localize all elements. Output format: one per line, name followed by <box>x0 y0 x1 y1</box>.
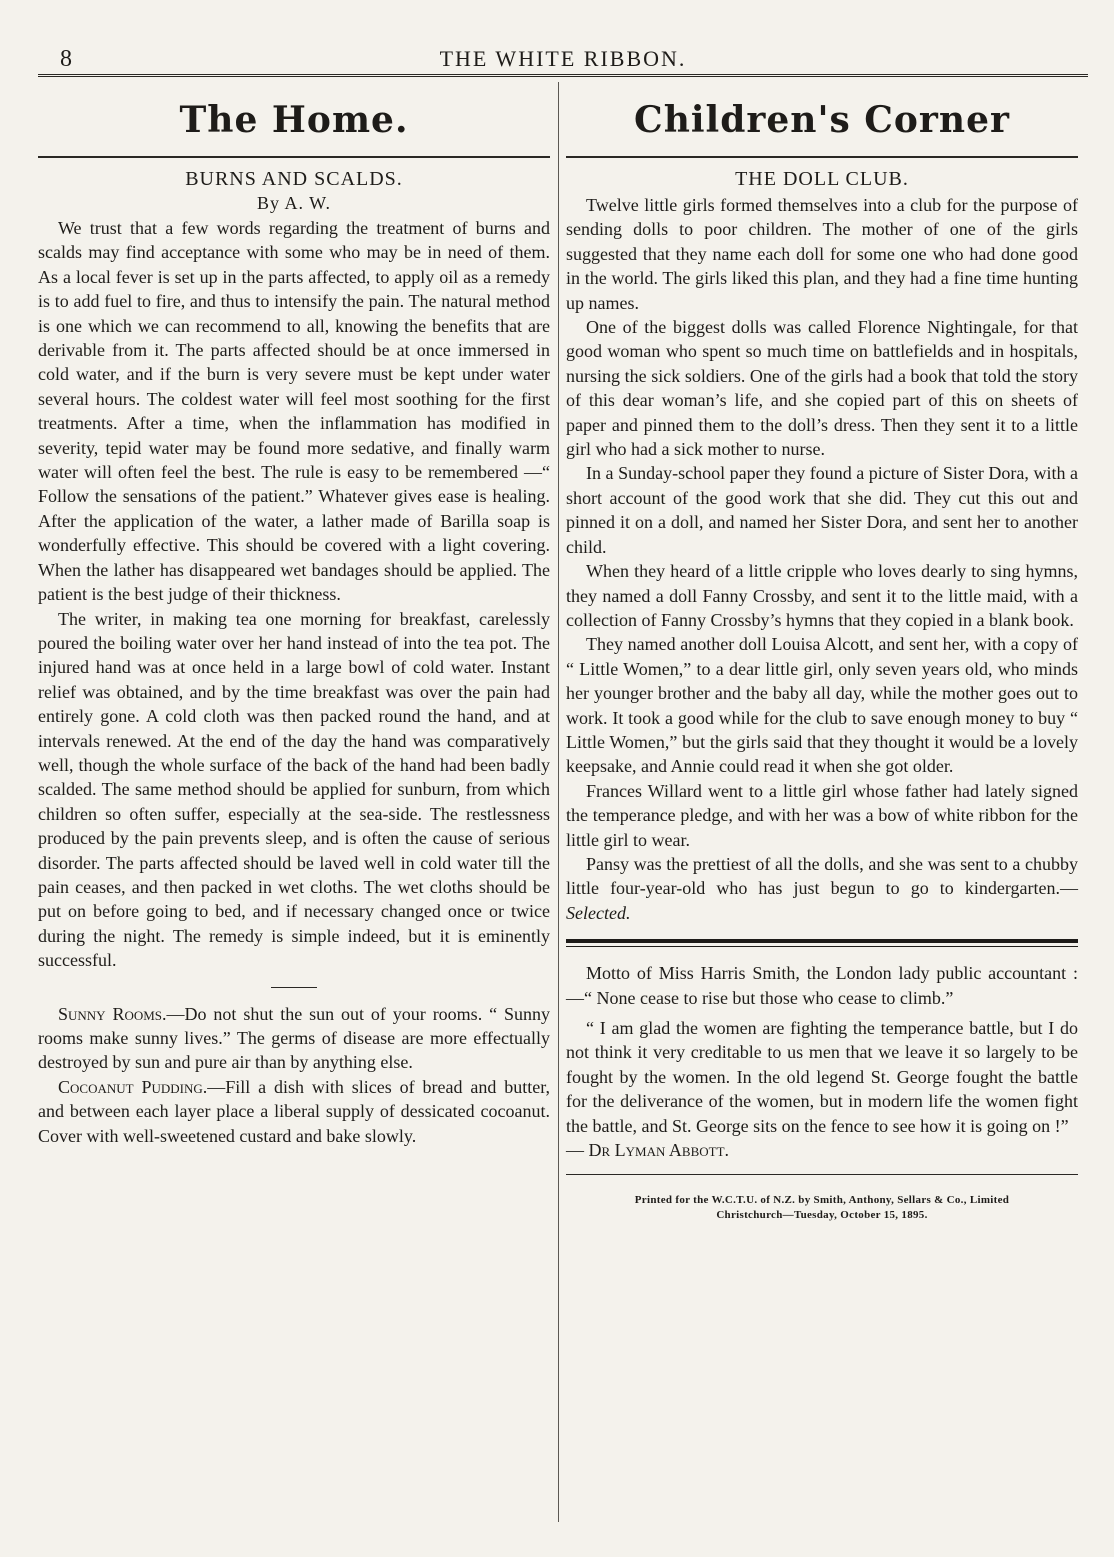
burns-paragraph-1: We trust that a few words regarding the treatment of burns and scalds may find acceptance with some who may be in need of them. As a local fever is set up in the parts affected, to apply oil as a remedy is to add fuel to fire, and thus to intensify the pain. The natural method is one which we can recommend to all, knowing the benefits that are derivable from it. The parts affected should be at once immersed in cold water, and if the burn is very severe must be kept under water several hours. The coldest water will feel most soothing for the first treatments. After a time, when the inflammation has modified in severity, tepid water may be found more sedative, and finally warm water will often feel the best. The rule is easy to be remembered —“ Follow the sensations of the patient.” Whatever gives ease is healing. After the application of the water, a lather made of Barilla soap is wonderfully effective. This should be covered with a light covering. When the lather has disappeared wet bandages should be applied. The patient is the best judge of their thickness. <box>38 218 550 605</box>
selected-credit: Selected. <box>566 902 631 923</box>
burns-paragraph-2: The writer, in making tea one morning for breakfast, carelessly poured the boiling water over her hand instead of into the tea pot. The injured hand was at once held in a large bowl of cold water. Instant relief was obtained, and by the time breakfast was over the pain had entirely gone. A cold cloth was then packed round the hand, and at intervals renewed. At the end of the day the hand was comparatively well, though the whole surface of the back of the hand had been badly scalded. The same method should be applied for sunburn, from which children so often suffer, especially at the sea-side. The restlessness produced by the pain prevents sleep, and is often the cause of serious disorder. The parts affected should be laved well in cold water till the pain ceases, and then packed in wet cloths. The wet cloths should be put on before going to bed, and if necessary changed once or twice during the night. The remedy is simple indeed, but it is eminently successful. <box>38 608 550 971</box>
abbott-quote-paragraph <box>566 1016 1078 1162</box>
doll-club-last-paragraph <box>566 852 1078 925</box>
page-header <box>38 42 1088 77</box>
article-title-doll-club: THE DOLL CLUB. <box>735 168 909 190</box>
article-title-burns: BURNS AND SCALDS. <box>185 168 403 190</box>
motto-paragraph: Motto of Miss Harris Smith, the London lady public accountant :—“ None cease to rise but those who cease to climb.” <box>566 963 1078 1008</box>
doll-club-paragraph: Twelve little girls formed themselves into a club for the purpose of sending dolls to poor children. The mother of one of the girls suggested that they name each doll for some one who had done good in the world. The girls liked this plan, and they had a fine time hunting up names. <box>566 195 1078 313</box>
page-number: 8 <box>60 46 72 72</box>
sunny-rooms-paragraph <box>38 1002 550 1075</box>
doll-club-paragraph: One of the biggest dolls was called Florence Nightingale, for that good woman who spent so much time on battlefields and in hospitals, nursing the sick soldiers. One of the girls had a book that told the story of this dear woman’s life, and she copied part of this on sheets of paper and pinned them to the doll’s dress. Then they sent it to a little girl who had a sick mother to nurse. <box>566 317 1078 460</box>
left-column <box>38 84 550 1148</box>
section-title-home: The Home. <box>38 84 550 158</box>
sunny-rooms-label: Sunny Rooms. <box>58 1003 167 1024</box>
abbott-quote-text: “ I am glad the women are fighting the temperance battle, but I do not think it very creditable to us men that we leave it so largely to be fought by the women. In the old legend St. George fought the battle for the deliverance of the women, but in modern life the women fight the battle, and St. George sits on the fence to see how it is going on !” <box>566 1018 1078 1136</box>
cocoanut-pudding-text: —Fill a dish with slices of bread and butter, and between each layer place a liberal supply of dessicated cocoanut. Cover with well-sweetened custard and bake slowly. <box>38 1076 550 1146</box>
printer-line-1: Printed for the W.C.T.U. of N.Z. by Smith, Anthony, Sellars & Co., Limited <box>634 1194 1010 1207</box>
footer-rule <box>566 1174 1078 1175</box>
sunny-rooms-text: —Do not shut the sun out of your rooms. “ Sunny rooms make sunny lives.” The germs of disease are more effectually destroyed by sun and pure air than by anything else. <box>38 1003 550 1073</box>
right-column <box>566 84 1078 1223</box>
cocoanut-pudding-label: Cocoanut Pudding. <box>58 1076 208 1097</box>
doll-club-paragraph: In a Sunday-school paper they found a picture of Sister Dora, with a short account of the good work that she did. They cut this out and pinned it on a doll, and named her Sister Dora, and sent her to another child. <box>566 463 1078 557</box>
heavy-separator-rule <box>566 939 1078 947</box>
article-byline: By A. W. <box>256 193 332 213</box>
printer-line-2: Christchurch—Tuesday, October 15, 1895. <box>716 1209 928 1222</box>
quote-author: — Dr Lyman Abbott. <box>566 1140 730 1161</box>
section-title-childrens-corner: Children's Corner <box>566 84 1078 158</box>
printer-imprint <box>566 1193 1078 1223</box>
paper-title: THE WHITE RIBBON. <box>439 46 687 71</box>
column-divider <box>558 82 559 1522</box>
doll-club-paragraph: Frances Willard went to a little girl whose father had lately signed the temperance pledge, and with her was a bow of white ribbon for the little girl to wear. <box>566 780 1078 850</box>
doll-club-paragraph: They named another doll Louisa Alcott, and sent her, with a copy of “ Little Women,” to a dear little girl, only seven years old, who minds her younger brother and the baby all day, while the mother goes out to work. It took a good while for the club to save enough money to buy “ Little Women,” but the girls said that they thought it would be a lovely keepsake, and Annie could read it when she got older. <box>566 634 1078 777</box>
doll-club-last-text: Pansy was the prettiest of all the dolls, and she was sent to a chubby little four-year-old who has just begun to go to kindergarten.— <box>566 853 1078 899</box>
cocoanut-pudding-paragraph <box>38 1075 550 1148</box>
separator-rule <box>271 987 317 988</box>
doll-club-paragraph: When they heard of a little cripple who loves dearly to sing hymns, they named a doll Fanny Crossby, and sent it to the little maid, with a collection of Fanny Crossby’s hymns that they copied in a blank book. <box>566 561 1078 630</box>
